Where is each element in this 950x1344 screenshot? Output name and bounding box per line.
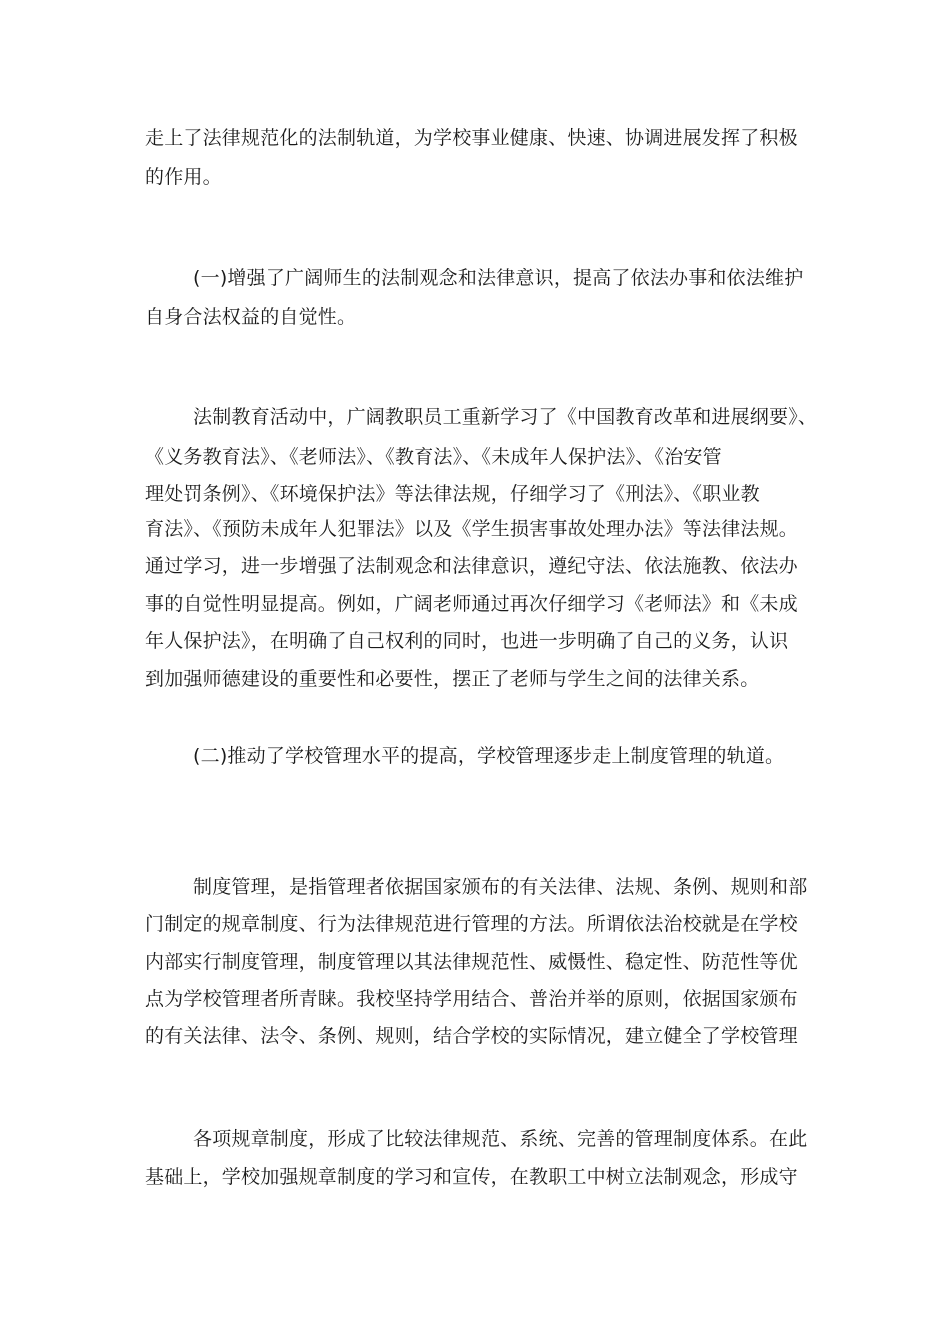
paragraph-line: 到加强师德建设的重要性和必要性，摆正了老师与学生之间的法律关系。 [145, 668, 760, 690]
paragraph-line: 制度管理，是指管理者依据国家颁布的有关法律、法规、条例、规则和部 [193, 876, 808, 898]
paragraph-line: 各项规章制度，形成了比较法律规范、系统、完善的管理制度体系。在此 [193, 1128, 808, 1150]
paragraph-line: 年人保护法》，在明确了自己权利的同时，也进一步明确了自己的义务，认识 [145, 630, 789, 652]
paragraph-line: 走上了法律规范化的法制轨道，为学校事业健康、快速、协调进展发挥了积极 [145, 127, 798, 149]
paragraph-line: 点为学校管理者所青睐。我校坚持学用结合、普治并举的原则，依据国家颁布 [145, 988, 798, 1010]
paragraph-line: 的有关法律、法令、条例、规则，结合学校的实际情况，建立健全了学校管理 [145, 1025, 798, 1047]
paragraph-line: 内部实行制度管理，制度管理以其法律规范性、威慑性、稳定性、防范性等优 [145, 951, 798, 973]
section-heading-line: (一)增强了广阔师生的法制观念和法律意识，提高了依法办事和依法维护 [193, 267, 804, 289]
paragraph-line: 事的自觉性明显提高。例如，广阔老师通过再次仔细学习《老师法》和《未成 [145, 593, 798, 615]
section-heading-line: (二)推动了学校管理水平的提高，学校管理逐步走上制度管理的轨道。 [193, 745, 785, 767]
paragraph-line: 基础上，学校加强规章制度的学习和宣传，在教职工中树立法制观念，形成守 [145, 1166, 798, 1188]
paragraph-line: 育法》、《预防未成年人犯罪法》以及《学生损害事故处理办法》等法律法规。 [145, 518, 799, 540]
paragraph-line: 门制定的规章制度、行为法律规范进行管理的方法。所谓依法治校就是在学校 [145, 913, 798, 935]
paragraph-line: 的作用。 [145, 166, 222, 188]
paragraph-line: 《义务教育法》、《老师法》、《教育法》、《未成年人保护法》、《治安管 [145, 446, 722, 468]
paragraph-line: 通过学习，进一步增强了法制观念和法律意识，遵纪守法、依法施教、依法办 [145, 555, 798, 577]
paragraph-line: 理处罚条例》、《环境保护法》等法律法规，仔细学习了《刑法》、《职业教 [145, 483, 760, 505]
section-heading-line: 自身合法权益的自觉性。 [145, 306, 357, 328]
paragraph-line: 法制教育活动中，广阔教职员工重新学习了《中国教育改革和进展纲要》、 [193, 406, 818, 428]
